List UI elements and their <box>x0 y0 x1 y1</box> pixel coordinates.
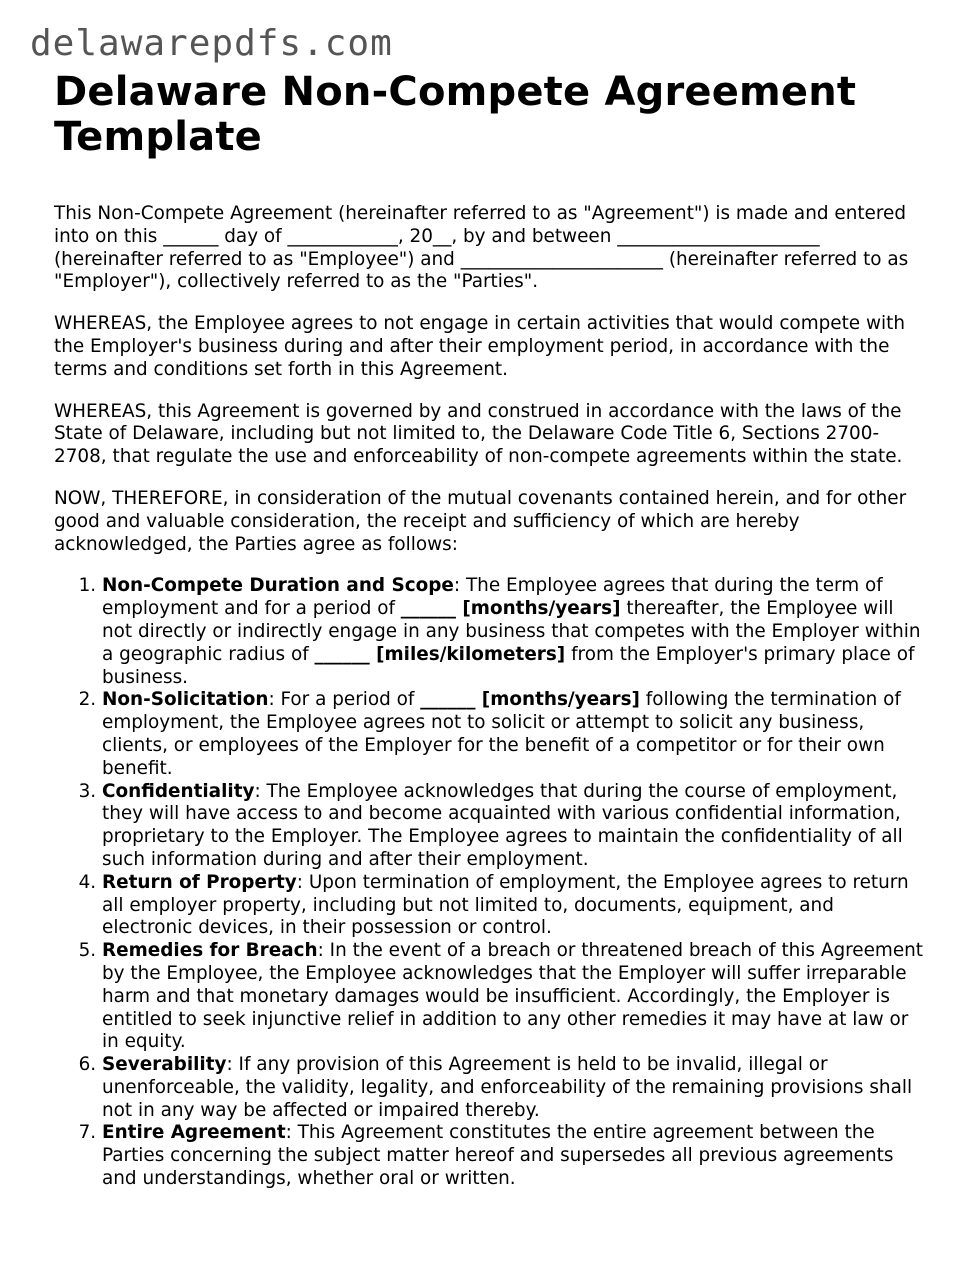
clause-title: Entire Agreement <box>102 1122 286 1144</box>
intro-text-3: (hereinafter referred to as "Employer"), collectively referred to as the "Parties". <box>54 248 909 293</box>
clause-entire-agreement <box>102 1122 926 1190</box>
employee-name-blank: ______________________ <box>617 225 820 247</box>
clause-text: from the Employer's primary place of business. <box>102 643 915 688</box>
clause-confidentiality <box>102 781 926 872</box>
duration-blank: ______ [months/years] <box>400 598 621 620</box>
clause-severability <box>102 1054 926 1122</box>
clause-title: Non-Compete Duration and Scope <box>102 575 454 597</box>
whereas-paragraph-1: WHEREAS, the Employee agrees to not engage in certain activities that would compete with the Employer's business during and after their employment period, in accordance with the terms and conditions set forth in this Agreement. <box>54 313 905 380</box>
radius-blank: ______ [miles/kilometers] <box>314 643 566 665</box>
clause-non-compete <box>102 575 926 689</box>
clause-text: : If any provision of this Agreement is held to be invalid, illegal or unenforceable, the validity, legality, and enforceability of the remaining provisions shall not in any way be affected or impaired thereby. <box>102 1054 913 1121</box>
duration-blank: ______ [months/years] <box>420 689 640 711</box>
now-therefore-paragraph: NOW, THEREFORE, in consideration of the mutual covenants contained herein, and for other good and valuable consideration, the receipt and sufficiency of which are hereby acknowledged, the Parties agree as follows: <box>54 487 907 555</box>
site-watermark: delawarepdfs.com <box>30 23 393 64</box>
whereas-paragraph-2: WHEREAS, this Agreement is governed by and construed in accordance with the laws of the State of Delaware, including but not limited to, the Delaware Code Title 6, Sections 2700-2708, that regulate the use and enforceability of non-compete agreements within the state. <box>54 400 903 468</box>
clause-title: Return of Property <box>102 871 297 893</box>
clause-return-of-property <box>102 872 926 940</box>
clause-remedies-for-breach <box>102 940 926 1054</box>
clause-text: : Upon termination of employment, the Employee agrees to return all employer property, including but not limited to, documents, equipment, and electronic devices, in their possession or control. <box>102 871 909 939</box>
clause-title: Severability <box>102 1054 227 1076</box>
clause-text: : This Agreement constitutes the entire agreement between the Parties concerning the subject matter hereof and supersedes all previous agreements and understandings, whether oral or written. <box>102 1122 894 1190</box>
intro-paragraph <box>54 203 926 294</box>
intro-text-1: This Non-Compete Agreement (hereinafter referred to as "Agreement") is made and entered into on this ______ day of ____________, 20__, by and between <box>54 203 907 247</box>
clause-title: Remedies for Breach <box>102 940 318 962</box>
clause-text: : The Employee agrees that during the term of employment and for a period of <box>102 575 883 620</box>
clause-non-solicitation <box>102 689 926 780</box>
document-page <box>54 70 926 1191</box>
clause-text: : For a period of <box>268 689 421 711</box>
clause-text: thereafter, the Employee will not directly or indirectly engage in any business that competes with the Employer within a geographic radius of <box>102 598 921 665</box>
intro-text-2: (hereinafter referred to as "Employee") and <box>54 248 461 270</box>
clause-text: : The Employee acknowledges that during the course of employment, they will have access to and become acquainted with various confidential information, proprietary to the Employer. The Employee agrees to maintain the confidentiality of all such information during and after their employment. <box>102 780 903 870</box>
clause-text: : In the event of a breach or threatened breach of this Agreement by the Employee, the Employee acknowledges that the Employer will suffer irreparable harm and that monetary damages would be insufficient. Accordingly, the Employer is entitled to seek injunctive relief in addition to any other remedies it may have at law or in equity. <box>102 940 923 1053</box>
document-title: Delaware Non-Compete Agreement Template <box>54 69 857 160</box>
clause-title: Confidentiality <box>102 780 255 802</box>
clause-text: following the termination of employment, the Employee agrees not to solicit or attempt to solicit any business, clients, or employees of the Employer for the benefit of a competitor or for their own benefit. <box>102 689 901 779</box>
clause-title: Non-Solicitation <box>102 689 269 711</box>
employer-name-blank: ______________________ <box>460 248 663 270</box>
clauses-list <box>54 575 926 1191</box>
